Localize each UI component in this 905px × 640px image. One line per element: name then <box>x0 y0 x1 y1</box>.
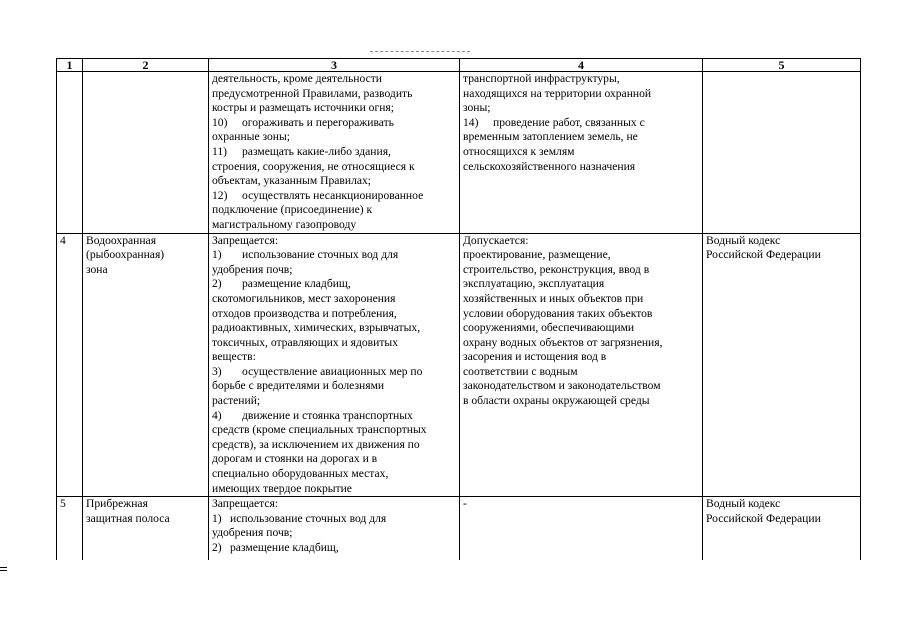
text-line: токсичных, отравляющих и ядовитых <box>212 335 399 349</box>
cell-prohibitions <box>209 497 460 560</box>
cell-prohibitions <box>209 233 460 497</box>
text-line: в области охраны окружающей среды <box>463 394 650 408</box>
cell-permissions <box>460 72 703 234</box>
table-row-5 <box>57 497 861 560</box>
list-item <box>212 277 456 292</box>
text-line: строения, сооружения, не относящиеся к <box>212 159 415 173</box>
table-row-continuation <box>57 72 861 234</box>
text-line: костры и размещать источники огня; <box>212 101 394 115</box>
text-line: относящихся к землям <box>463 144 575 158</box>
header-col-2: 2 <box>83 59 209 72</box>
text-line: Водный кодекс <box>706 233 781 247</box>
cell-prohibitions <box>209 72 460 234</box>
list-item <box>212 365 456 380</box>
list-item-number: 10) <box>212 115 228 129</box>
text-line: Запрещается: <box>212 497 279 511</box>
list-item <box>212 512 456 527</box>
text-line: удобрения почв; <box>212 262 293 276</box>
list-item <box>212 116 456 131</box>
text-line: хозяйственных и иных объектов при <box>463 291 644 305</box>
cell-legal-basis <box>703 497 861 560</box>
list-item-text: проведение работ, связанных с <box>493 115 645 129</box>
text-line: проектирование, размещение, <box>463 248 611 262</box>
text-line: эксплуатацию, эксплуатация <box>463 277 605 291</box>
cell-zone-name <box>83 72 209 234</box>
cell-legal-basis <box>703 233 861 497</box>
text-line: борьбе с вредителями и болезнями <box>212 379 385 393</box>
zones-table <box>56 58 861 560</box>
cell-number: 5 <box>57 497 83 560</box>
text-line: защитная полоса <box>86 511 170 525</box>
cell-zone-name <box>83 233 209 497</box>
cell-zone-name <box>83 497 209 560</box>
text-line: растений; <box>212 394 261 408</box>
list-item-number: 4) <box>212 408 222 422</box>
header-col-4: 4 <box>460 59 703 72</box>
scan-artifact <box>0 567 7 568</box>
text-line: Российской Федерации <box>706 248 821 262</box>
text-line: отходов производства и потребления, <box>212 306 397 320</box>
list-item-text: использование сточных вод для <box>242 248 399 262</box>
text-line: сооружениями, обеспечивающими <box>463 321 635 335</box>
list-item-text: размещать какие-либо здания, <box>242 144 391 158</box>
text-line: подключение (присоединение) к <box>212 203 373 217</box>
list-item-text: осуществлять несанкционированное <box>242 188 424 202</box>
text-line: Водоохранная <box>86 233 157 247</box>
cell-number <box>57 72 83 234</box>
list-item <box>212 541 456 556</box>
list-item-number: 2) <box>212 277 222 291</box>
text-line: скотомогильников, мест захоронения <box>212 291 396 305</box>
text-line: удобрения почв; <box>212 526 293 540</box>
list-item-text: осуществление авиационных мер по <box>242 364 423 378</box>
text-line: объектам, указанным Правилах; <box>212 174 372 188</box>
text-line: средств (кроме специальных транспортных <box>212 423 427 437</box>
text-line: имеющих твердое покрытие <box>212 481 352 495</box>
header-col-5: 5 <box>703 59 861 72</box>
list-item <box>212 409 456 424</box>
cell-permissions <box>460 233 703 497</box>
list-item <box>212 145 456 160</box>
text-line: находящихся на территории охранной <box>463 86 652 100</box>
list-item <box>463 116 699 131</box>
list-item <box>212 248 456 263</box>
header-col-3: 3 <box>209 59 460 72</box>
list-item-number: 14) <box>463 115 479 129</box>
cell-number: 4 <box>57 233 83 497</box>
text-line: магистральному газопроводу <box>212 217 357 231</box>
header-col-1: 1 <box>57 59 83 72</box>
text-line: специально оборудованных местах, <box>212 467 389 481</box>
header-row <box>57 59 861 72</box>
text-line: средств), за исключением их движения по <box>212 437 420 451</box>
text-line: строительство, реконструкция, ввод в <box>463 262 650 276</box>
scan-artifact <box>370 51 470 53</box>
cell-legal-basis <box>703 72 861 234</box>
text-line: зоны; <box>463 101 491 115</box>
text-line: предусмотренной Правилами, разводить <box>212 86 413 100</box>
list-item-text: размещение кладбищ, <box>230 541 339 554</box>
text-line: соответствии с водным <box>463 364 578 378</box>
list-item-number: 12) <box>212 188 228 202</box>
text-line: охранные зоны; <box>212 130 291 144</box>
text-line: Водный кодекс <box>706 497 781 511</box>
text-line: деятельность, кроме деятельности <box>212 72 383 85</box>
text-line: Запрещается: <box>212 233 279 247</box>
text-line: зона <box>86 262 108 276</box>
cell-permissions <box>460 497 703 560</box>
list-item-text: огораживать и перегораживать <box>242 115 394 129</box>
list-item-number: 11) <box>212 144 228 158</box>
text-line: охрану водных объектов от загрязнения, <box>463 335 663 349</box>
text-line: Допускается: <box>463 233 529 247</box>
text-line: - <box>463 497 467 511</box>
text-line: Прибрежная <box>86 497 148 511</box>
list-item-text: размещение кладбищ, <box>242 277 351 291</box>
list-item-number: 1) <box>212 511 222 525</box>
text-line: (рыбоохранная) <box>86 248 165 262</box>
list-item-number: 3) <box>212 364 222 378</box>
scan-artifact <box>0 570 7 571</box>
text-line: дорогам и стоянки на дорогах и в <box>212 452 378 466</box>
list-item-text: использование сточных вод для <box>230 511 387 525</box>
text-line: веществ: <box>212 350 256 364</box>
list-item <box>212 189 456 204</box>
text-line: условии оборудования таких объектов <box>463 306 653 320</box>
text-line: сельскохозяйственного назначения <box>463 159 636 173</box>
text-line: временным затоплением земель, не <box>463 130 638 144</box>
list-item-number: 1) <box>212 248 222 262</box>
text-line: радиоактивных, химических, взрывчатых, <box>212 321 421 335</box>
text-line: транспортной инфраструктуры, <box>463 72 620 85</box>
text-line: засорения и истощения вод в <box>463 350 607 364</box>
text-line: Российской Федерации <box>706 511 821 525</box>
text-line: законодательством и законодательством <box>463 379 661 393</box>
list-item-number: 2) <box>212 541 222 554</box>
list-item-text: движение и стоянка транспортных <box>242 408 413 422</box>
table-row-4 <box>57 233 861 497</box>
